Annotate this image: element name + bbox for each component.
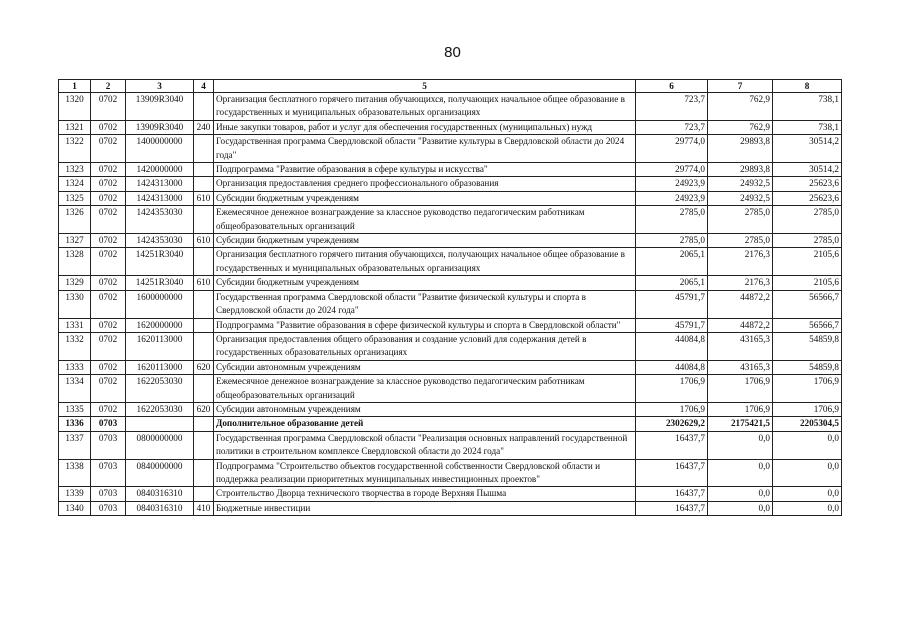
item-name: Субсидии автономным учреждениям [214,402,636,416]
table-row [59,191,842,205]
table-row [59,290,842,318]
amount-col6: 1706,9 [636,402,708,416]
row-number: 1336 [59,417,91,431]
amount-col7: 0,0 [708,431,773,459]
amount-col6: 2302629,2 [636,417,708,431]
amount-col7: 2176,3 [708,276,773,290]
amount-col8: 2785,0 [773,206,842,234]
item-name: Организация бесплатного горячего питания обучающихся, получающих начальное общее образование в государственных и муниципальных образовательных организациях [214,93,636,121]
amount-col7: 29893,8 [708,135,773,163]
row-number: 1331 [59,318,91,332]
section-code: 0703 [91,487,126,501]
expense-type [194,135,214,163]
section-code: 0702 [91,135,126,163]
amount-col8: 54859,8 [773,360,842,374]
item-name: Государственная программа Свердловской области "Реализация основных направлений государственной политики в строительном комплексе Свердловской области до 2024 года" [214,431,636,459]
table-row [59,332,842,360]
section-code: 0702 [91,248,126,276]
amount-col8: 2205304,5 [773,417,842,431]
table-row [59,417,842,431]
page-number: 80 [444,44,461,61]
target-code: 1622053030 [126,375,194,403]
expense-type [194,318,214,332]
amount-col6: 44084,8 [636,332,708,360]
amount-col7: 0,0 [708,487,773,501]
section-code: 0702 [91,191,126,205]
amount-col7: 762,9 [708,93,773,121]
amount-col6: 24923,9 [636,191,708,205]
amount-col7: 29893,8 [708,163,773,177]
header-cell-7: 7 [708,80,773,93]
amount-col6: 45791,7 [636,290,708,318]
amount-col6: 29774,0 [636,163,708,177]
expense-type [194,163,214,177]
table-row [59,177,842,191]
amount-col6: 16437,7 [636,459,708,487]
table-row [59,487,842,501]
expense-type: 610 [194,276,214,290]
amount-col7: 1706,9 [708,375,773,403]
amount-col6: 44084,8 [636,360,708,374]
expense-type [194,177,214,191]
table-row [59,431,842,459]
amount-col7: 2176,3 [708,248,773,276]
amount-col8: 30514,2 [773,163,842,177]
target-code: 0840316310 [126,487,194,501]
target-code: 0840316310 [126,501,194,515]
section-code: 0702 [91,318,126,332]
target-code: 1424313000 [126,191,194,205]
expense-type: 610 [194,234,214,248]
item-name: Организация предоставления среднего профессионального образования [214,177,636,191]
item-name: Ежемесячное денежное вознаграждение за классное руководство педагогическим работникам общеобразовательных организаций [214,375,636,403]
header-cell-1: 1 [59,80,91,93]
amount-col8: 30514,2 [773,135,842,163]
row-number: 1337 [59,431,91,459]
amount-col7: 43165,3 [708,332,773,360]
amount-col6: 16437,7 [636,501,708,515]
target-code: 1424353030 [126,206,194,234]
amount-col6: 16437,7 [636,431,708,459]
amount-col8: 1706,9 [773,402,842,416]
item-name: Бюджетные инвестиции [214,501,636,515]
item-name: Организация бесплатного горячего питания обучающихся, получающих начальное общее образование в государственных и муниципальных образовательных организациях [214,248,636,276]
amount-col6: 24923,9 [636,177,708,191]
target-code: 13909R3040 [126,93,194,121]
header-cell-3: 3 [126,80,194,93]
table-header-row [59,80,842,93]
table-row [59,163,842,177]
section-code: 0702 [91,276,126,290]
row-number: 1321 [59,120,91,134]
expense-type [194,459,214,487]
row-number: 1327 [59,234,91,248]
table-row [59,402,842,416]
table-row [59,135,842,163]
amount-col6: 2785,0 [636,234,708,248]
row-number: 1333 [59,360,91,374]
table-row [59,234,842,248]
item-name: Иные закупки товаров, работ и услуг для обеспечения государственных (муниципальных) нужд [214,120,636,134]
amount-col7: 43165,3 [708,360,773,374]
amount-col7: 0,0 [708,501,773,515]
row-number: 1325 [59,191,91,205]
item-name: Государственная программа Свердловской области "Развитие физической культуры и спорта в Свердловской области до 2024 года" [214,290,636,318]
table-row [59,276,842,290]
row-number: 1335 [59,402,91,416]
section-code: 0702 [91,290,126,318]
expense-type: 610 [194,191,214,205]
header-cell-2: 2 [91,80,126,93]
item-name: Подпрограмма "Развитие образования в сфере физической культуры и спорта в Свердловской области" [214,318,636,332]
header-cell-8: 8 [773,80,842,93]
row-number: 1340 [59,501,91,515]
amount-col7: 1706,9 [708,402,773,416]
table-row [59,501,842,515]
expense-type [194,417,214,431]
amount-col8: 1706,9 [773,375,842,403]
expense-type [194,290,214,318]
row-number: 1329 [59,276,91,290]
table-row [59,93,842,121]
amount-col6: 29774,0 [636,135,708,163]
target-code: 1400000000 [126,135,194,163]
amount-col6: 2065,1 [636,276,708,290]
item-name: Подпрограмма "Развитие образования в сфере культуры и искусства" [214,163,636,177]
amount-col7: 2785,0 [708,234,773,248]
amount-col6: 2785,0 [636,206,708,234]
row-number: 1328 [59,248,91,276]
amount-col8: 738,1 [773,120,842,134]
amount-col7: 762,9 [708,120,773,134]
amount-col8: 738,1 [773,93,842,121]
table-row [59,120,842,134]
amount-col8: 2785,0 [773,234,842,248]
section-code: 0702 [91,93,126,121]
expense-type [194,206,214,234]
table-row [59,206,842,234]
target-code: 1622053030 [126,402,194,416]
section-code: 0702 [91,177,126,191]
amount-col8: 2105,6 [773,276,842,290]
section-code: 0702 [91,234,126,248]
header-cell-4: 4 [194,80,214,93]
amount-col7: 44872,2 [708,318,773,332]
expense-type [194,375,214,403]
row-number: 1326 [59,206,91,234]
target-code: 0800000000 [126,431,194,459]
target-code: 1424313000 [126,177,194,191]
amount-col6: 2065,1 [636,248,708,276]
section-code: 0702 [91,206,126,234]
expense-type: 620 [194,402,214,416]
section-code: 0702 [91,402,126,416]
section-code: 0703 [91,501,126,515]
table-row [59,375,842,403]
amount-col8: 2105,6 [773,248,842,276]
target-code: 1420000000 [126,163,194,177]
section-code: 0702 [91,332,126,360]
item-name: Субсидии бюджетным учреждениям [214,191,636,205]
row-number: 1332 [59,332,91,360]
target-code: 13909R3040 [126,120,194,134]
item-name: Субсидии бюджетным учреждениям [214,234,636,248]
target-code: 1600000000 [126,290,194,318]
header-cell-6: 6 [636,80,708,93]
amount-col7: 2175421,5 [708,417,773,431]
expense-type [194,248,214,276]
row-number: 1334 [59,375,91,403]
header-cell-5: 5 [214,80,636,93]
amount-col7: 24932,5 [708,191,773,205]
row-number: 1338 [59,459,91,487]
section-code: 0703 [91,431,126,459]
item-name: Подпрограмма "Строительство объектов государственной собственности Свердловской области и поддержка реализации приоритетных муниципальных инвестиционных проектов" [214,459,636,487]
target-code [126,417,194,431]
amount-col8: 0,0 [773,459,842,487]
item-name: Дополнительное образование детей [214,417,636,431]
section-code: 0702 [91,120,126,134]
amount-col8: 0,0 [773,431,842,459]
expense-type: 410 [194,501,214,515]
target-code: 14251R3040 [126,248,194,276]
amount-col6: 723,7 [636,120,708,134]
amount-col6: 45791,7 [636,318,708,332]
row-number: 1323 [59,163,91,177]
amount-col8: 25623,6 [773,191,842,205]
row-number: 1324 [59,177,91,191]
target-code: 1620113000 [126,360,194,374]
budget-table [58,79,842,516]
row-number: 1330 [59,290,91,318]
target-code: 0840000000 [126,459,194,487]
amount-col8: 0,0 [773,501,842,515]
section-code: 0702 [91,360,126,374]
expense-type [194,332,214,360]
expense-type: 620 [194,360,214,374]
expense-type [194,487,214,501]
amount-col8: 56566,7 [773,290,842,318]
amount-col7: 2785,0 [708,206,773,234]
section-code: 0703 [91,417,126,431]
table-row [59,318,842,332]
table-row [59,248,842,276]
target-code: 1424353030 [126,234,194,248]
section-code: 0702 [91,163,126,177]
item-name: Субсидии автономным учреждениям [214,360,636,374]
amount-col7: 44872,2 [708,290,773,318]
expense-type: 240 [194,120,214,134]
amount-col6: 723,7 [636,93,708,121]
item-name: Организация предоставления общего образования и создание условий для содержания детей в государственных образовательных организациях [214,332,636,360]
amount-col6: 16437,7 [636,487,708,501]
amount-col8: 0,0 [773,487,842,501]
item-name: Строительство Дворца технического творчества в городе Верхняя Пышма [214,487,636,501]
section-code: 0702 [91,375,126,403]
item-name: Субсидии бюджетным учреждениям [214,276,636,290]
table-row [59,459,842,487]
item-name: Государственная программа Свердловской области "Развитие культуры в Свердловской области до 2024 года" [214,135,636,163]
amount-col8: 25623,6 [773,177,842,191]
expense-type [194,93,214,121]
target-code: 1620113000 [126,332,194,360]
section-code: 0703 [91,459,126,487]
amount-col8: 54859,8 [773,332,842,360]
amount-col7: 24932,5 [708,177,773,191]
target-code: 14251R3040 [126,276,194,290]
amount-col7: 0,0 [708,459,773,487]
row-number: 1339 [59,487,91,501]
item-name: Ежемесячное денежное вознаграждение за классное руководство педагогическим работникам общеобразовательных организаций [214,206,636,234]
table-row [59,360,842,374]
amount-col8: 56566,7 [773,318,842,332]
row-number: 1320 [59,93,91,121]
target-code: 1620000000 [126,318,194,332]
row-number: 1322 [59,135,91,163]
expense-type [194,431,214,459]
amount-col6: 1706,9 [636,375,708,403]
